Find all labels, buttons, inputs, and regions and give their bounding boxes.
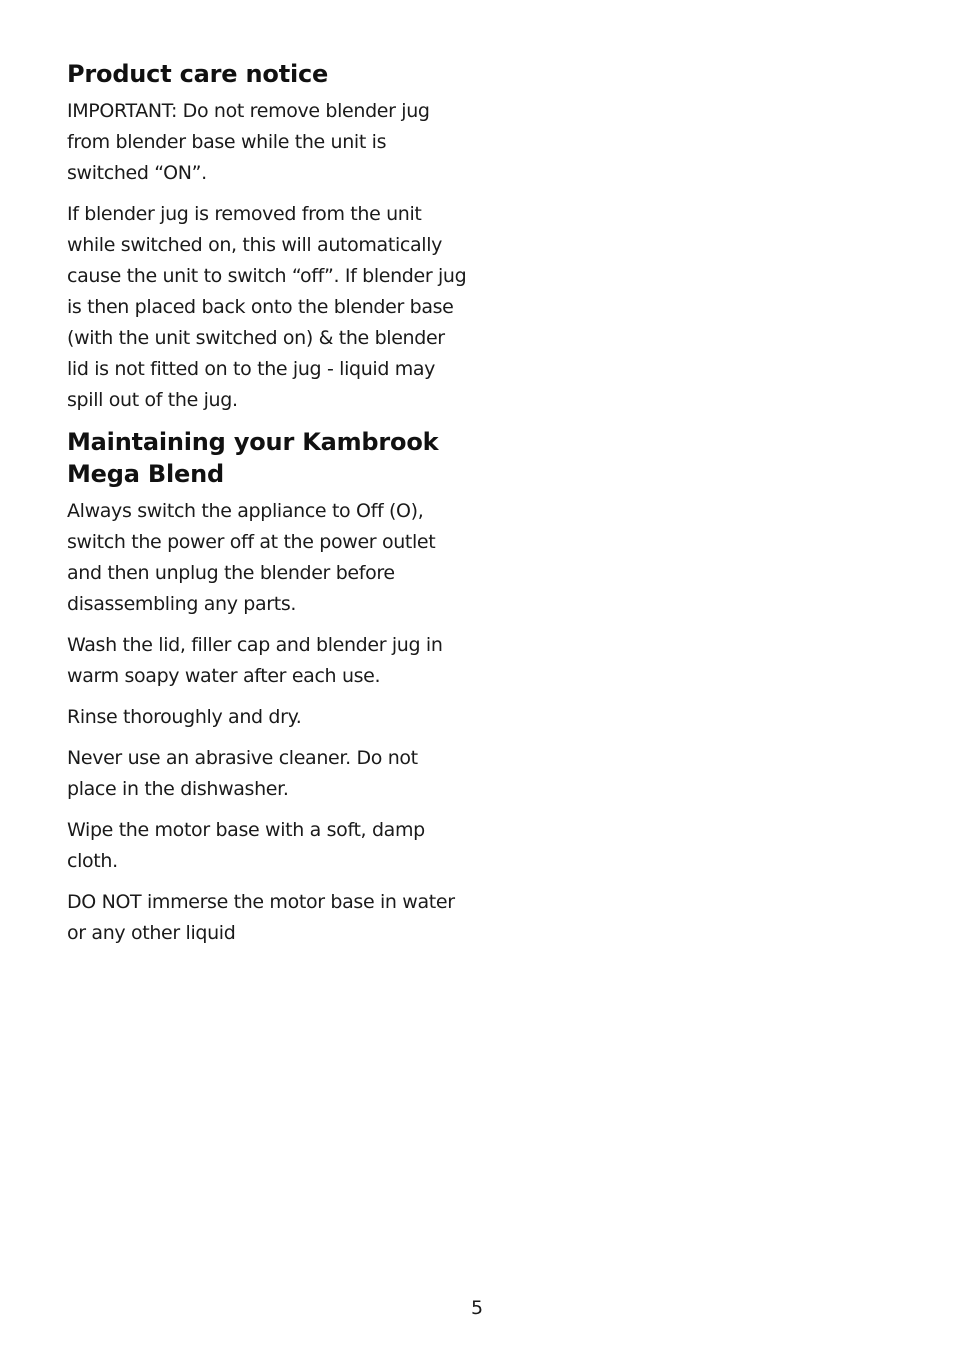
paragraph-wipe: Wipe the motor base with a soft, damp cloth. [67, 819, 425, 872]
section-heading-maintaining: Maintaining your Kambrook Mega Blend [67, 428, 439, 488]
paragraph-abrasive: Never use an abrasive cleaner. Do not place in the dishwasher. [67, 747, 418, 800]
paragraph-wash: Wash the lid, filler cap and blender jug in warm soapy water after each use. [67, 634, 443, 687]
paragraph-jug-removal: If blender jug is removed from the unit while switched on, this will automatically cause the unit to switch “off”. If blender jug is then placed back onto the blender base (with the unit switched on) & the blender lid is not fitted on to the jug - liquid may spill out of the jug. [67, 203, 467, 411]
section-heading-product-care: Product care notice [67, 60, 329, 88]
paragraph-important-notice: IMPORTANT: Do not remove blender jug from blender base while the unit is switched “ON”. [67, 100, 430, 184]
paragraph-rinse: Rinse thoroughly and dry. [67, 706, 302, 728]
content-column [67, 58, 467, 959]
paragraph-immerse: DO NOT immerse the motor base in water or any other liquid [67, 891, 455, 944]
paragraph-switch-off: Always switch the appliance to Off (O), switch the power off at the power outlet and then unplug the blender before disassembling any parts. [67, 500, 436, 615]
page-number: 5 [470, 1297, 484, 1319]
